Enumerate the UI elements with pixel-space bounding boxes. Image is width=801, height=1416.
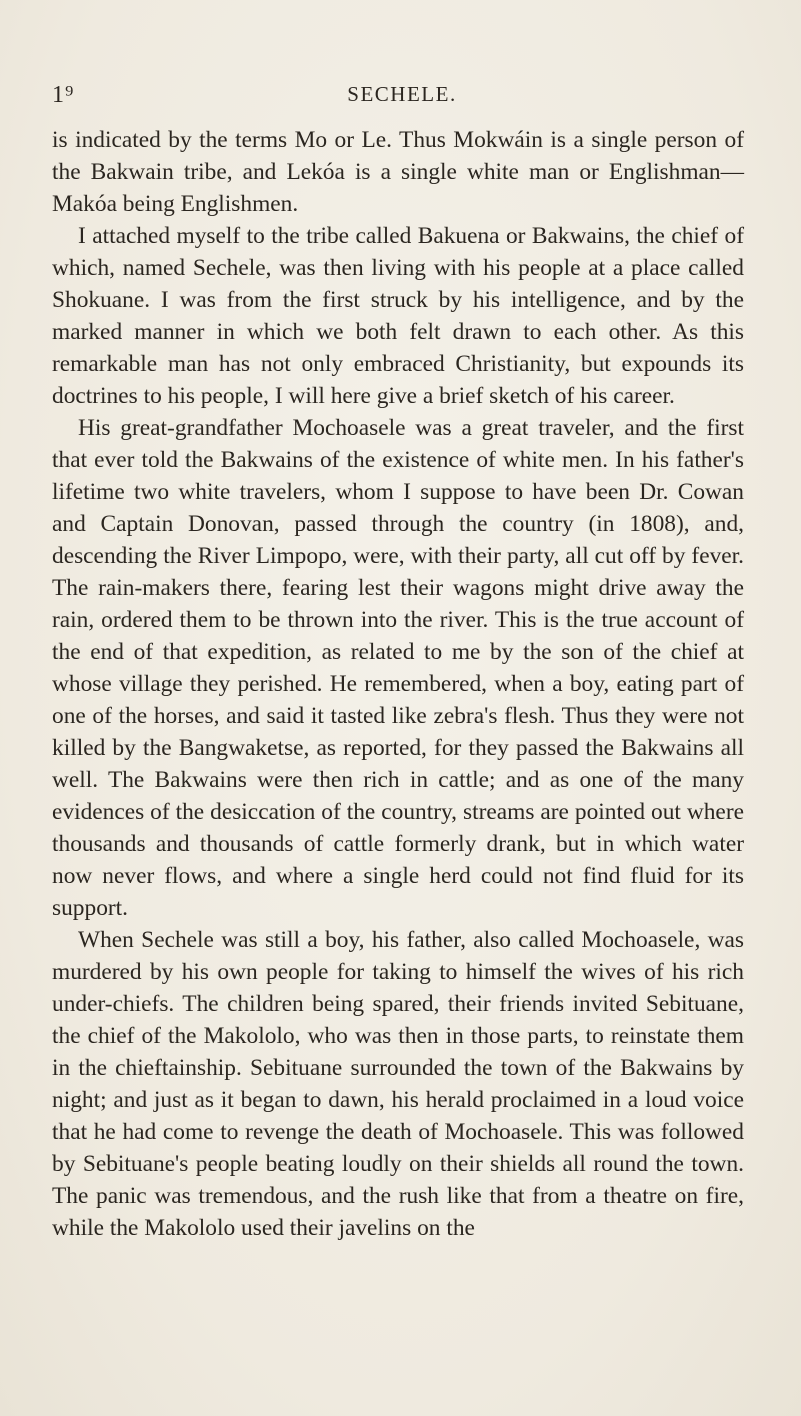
paragraph-1: is indicated by the terms Mo or Le. Thus Mokwáin is a single person of the Bakwain tribe, and Lekóa is a single white man or Englishman—Makóa being Englishmen.: [52, 127, 744, 217]
page-number: 1⁹: [52, 82, 75, 108]
body-text: [52, 124, 744, 1244]
paragraph-4: When Sechele was still a boy, his father, also called Mochoasele, was murdered by his own people for taking to himself the wives of his rich under-chiefs. The children being spared, their friends invited Sebituane, the chief of the Makololo, who was then in those parts, to reinstate them in the chieftainship. Sebituane surrounded the town of the Bakwains by night; and just as it began to dawn, his herald proclaimed in a loud voice that he had come to revenge the death of Mochoasele. This was followed by Sebituane's people beating loudly on their shields all round the town. The panic was tremendous, and the rush like that from a theatre on fire, while the Makololo used their javelins on the: [52, 927, 744, 1241]
page-header: [52, 82, 752, 112]
paragraph-3: His great-grandfather Mochoasele was a great traveler, and the first that ever told the Bakwains of the existence of white men. In his father's lifetime two white travelers, whom I suppose to have been Dr. Cowan and Captain Donovan, passed through the country (in 1808), and, descending the River Limpopo, were, with their party, all cut off by fever. The rain-makers there, fearing lest their wagons might drive away the rain, ordered them to be thrown into the river. This is the true account of the end of that expedition, as related to me by the son of the chief at whose village they perished. He remembered, when a boy, eating part of one of the horses, and said it tasted like zebra's flesh. Thus they were not killed by the Bangwaketse, as reported, for they passed the Bakwains all well. The Bakwains were then rich in cattle; and as one of the many evidences of the desiccation of the country, streams are pointed out where thousands and thousands of cattle formerly drank, but in which water now never flows, and where a single herd could not find fluid for its support.: [52, 415, 744, 921]
paragraph-2: I attached myself to the tribe called Bakuena or Bakwains, the chief of which, named Sechele, was then living with his people at a place called Shokuane. I was from the first struck by his intelligence, and by the marked manner in which we both felt drawn to each other. As this remarkable man has not only embraced Christianity, but expounds its doctrines to his people, I will here give a brief sketch of his career.: [52, 223, 744, 409]
running-head: SECHELE.: [347, 82, 457, 106]
